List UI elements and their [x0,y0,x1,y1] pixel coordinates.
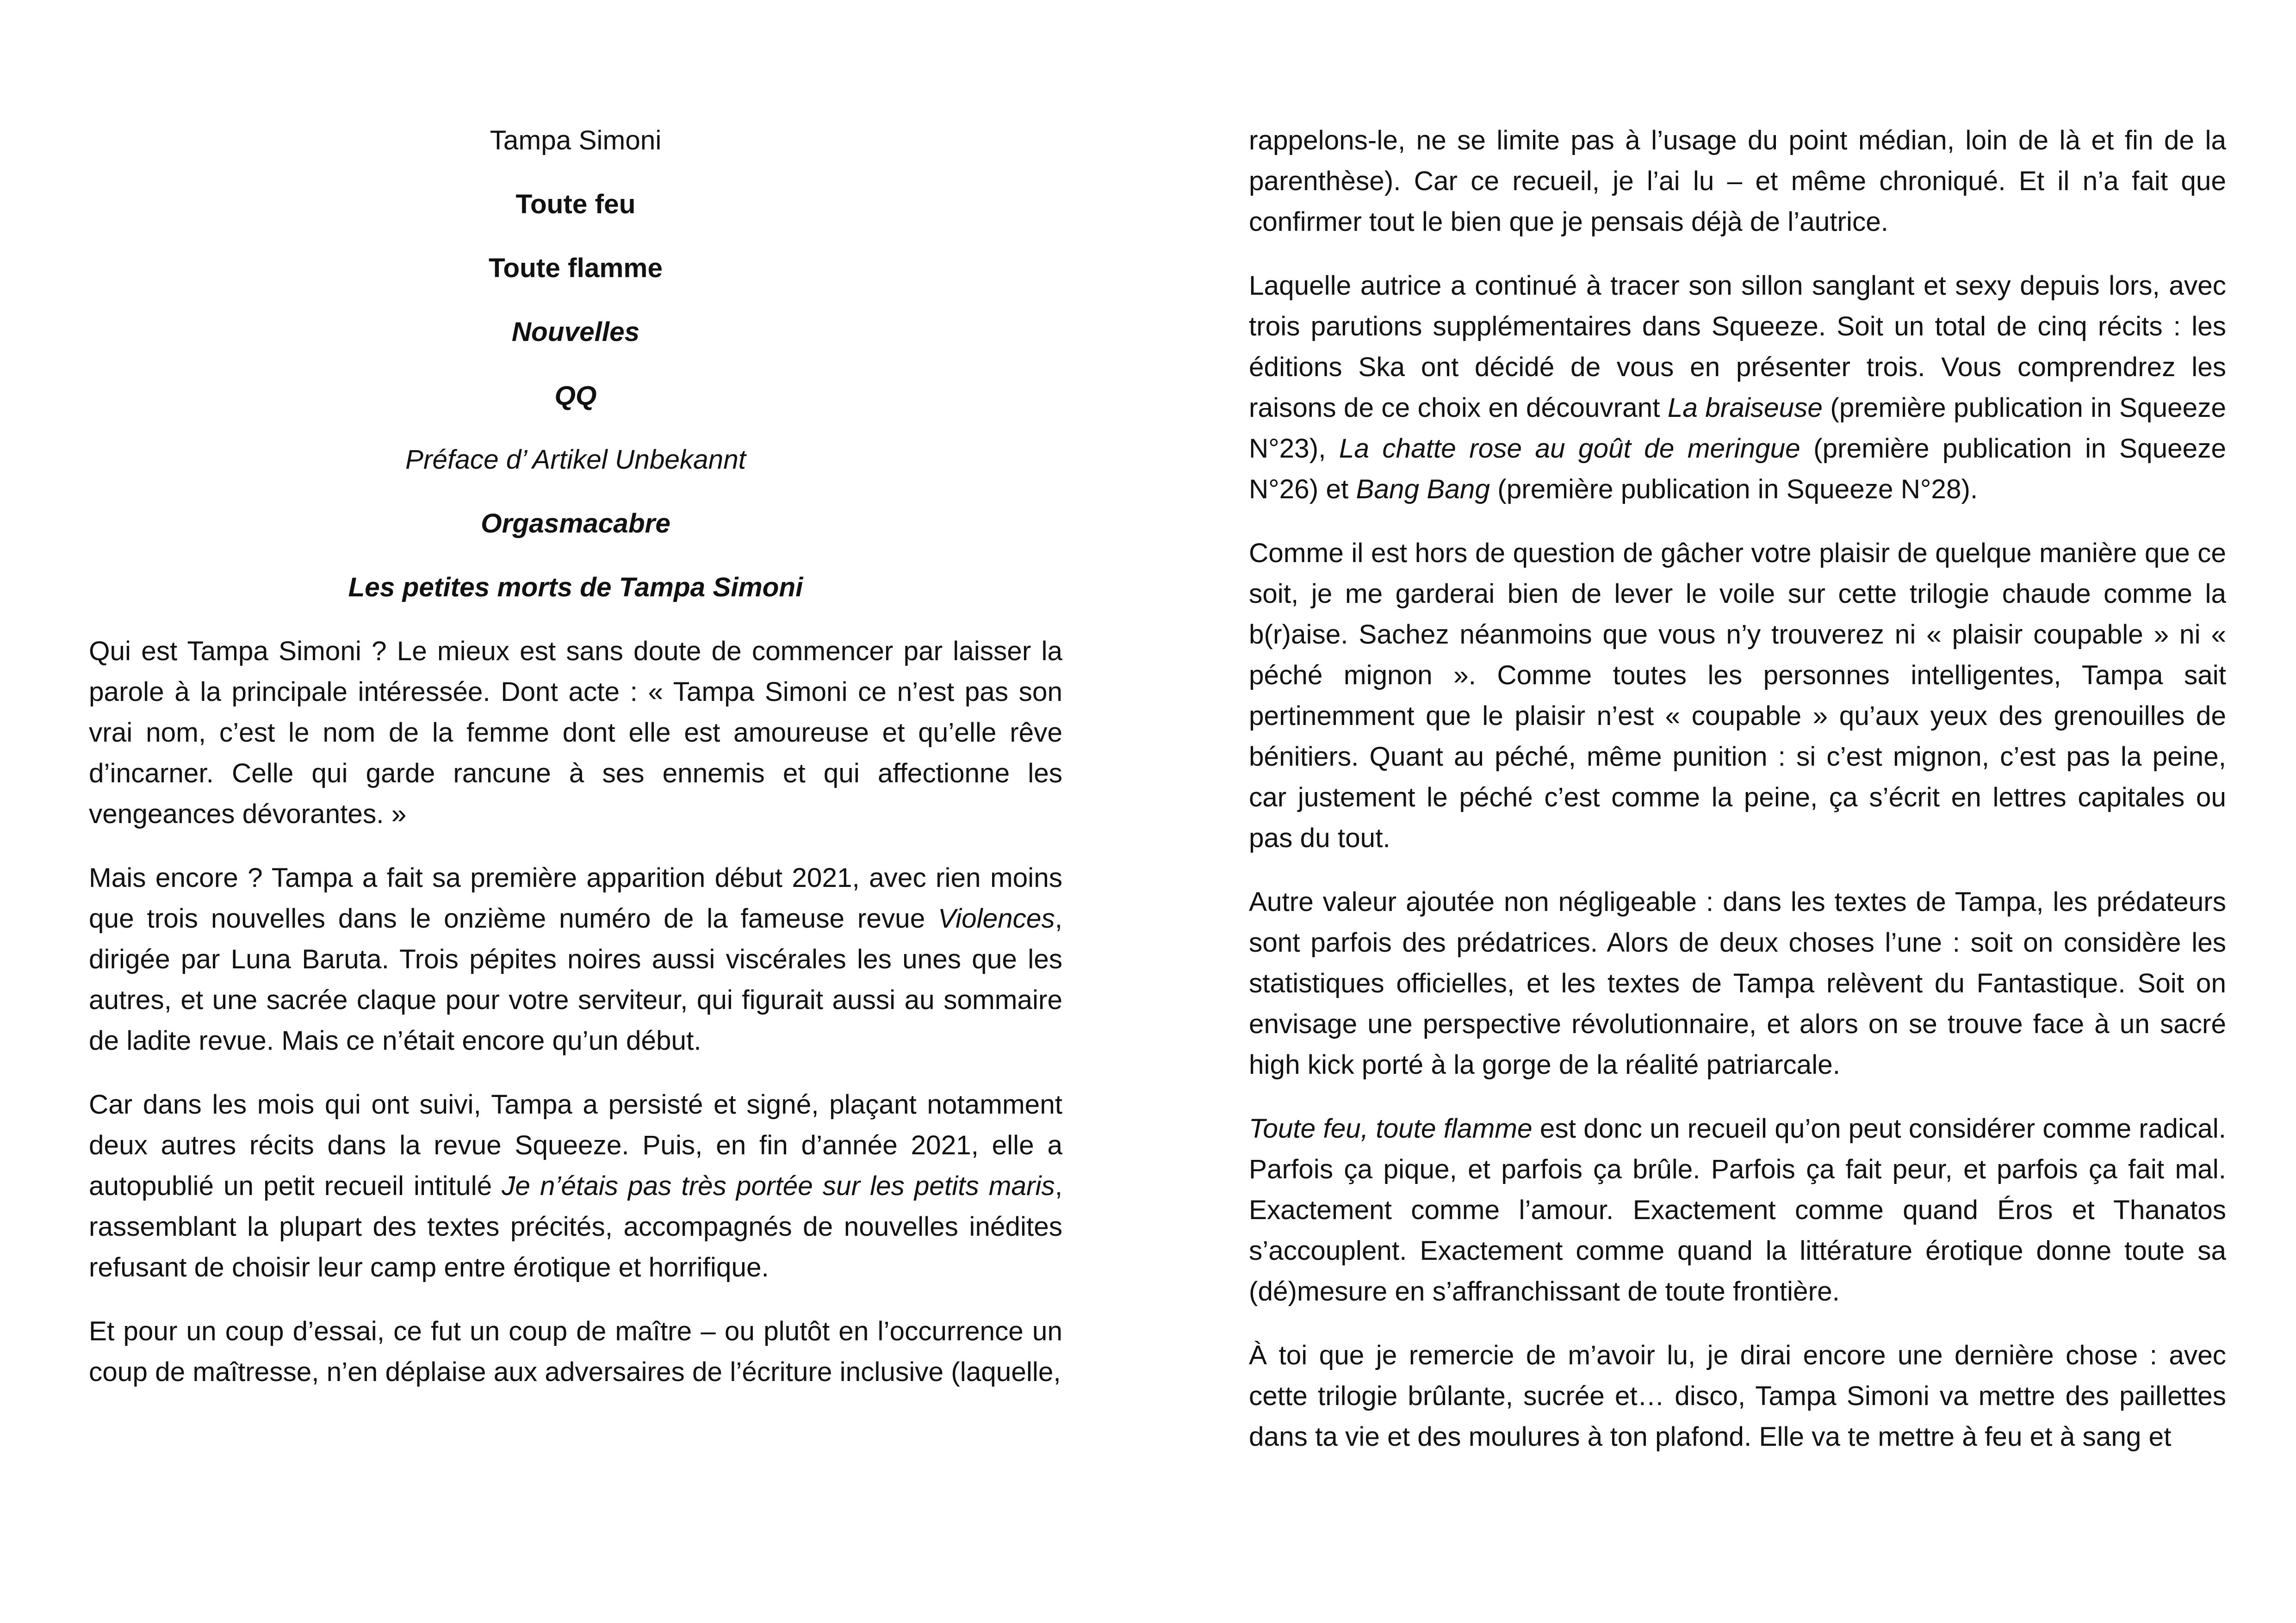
paragraph-text: Et pour un coup d’essai, ce fut un coup de maître – ou plutôt en l’occurrence un coup de maîtresse, n’en déplaise aux adversaires de l’écriture inclusive (laquelle, [89,1316,1062,1387]
paragraph-text: est donc un recueil qu’on peut considérer comme radical. Parfois ça pique, et parfois ça brûle. Parfois ça fait peur, et parfois ça fait mal. Exactement comme l’amour. Exactement comme quand Éros et Thanatos s’accouplent. Exactement comme quand la littérature érotique donne toute sa (dé)mesure en s’affranchissant de toute frontière. [1249,1114,2227,1307]
paragraph-text: Comme il est hors de question de gâcher votre plaisir de quelque manière que ce soit, je me garderai bien de lever le voile sur cette trilogie chaude comme la b(r)aise. Sachez néanmoins que vous n’y trouverez ni « plaisir coupable » ni « péché mignon ». Comme toutes les personnes intelligentes, Tampa sait pertinemment que le plaisir n’est « coupable » qu’aux yeux des grenouilles de bénitiers. Quant au péché, même punition : si c’est mignon, c’est pas la peine, car justement le péché c’est comme la peine, ça s’écrit en lettres capitales ou pas du tout. [1249,538,2226,853]
paragraph-text: Qui est Tampa Simoni ? Le mieux est sans doute de commencer par laisser la parole à la principale intéressée. Dont acte : « Tampa Simoni ce n’est pas son vrai nom, c’est le nom de la femme dont elle est amoureuse et qu’elle rêve d’incarner. Celle qui garde rancune à ses ennemis et qui affectionne les vengeances dévorantes. » [89,636,1062,829]
paragraph [1249,1335,2226,1457]
paragraph-italic-text: Violences [938,904,1055,934]
paragraph-text: Mais encore ? Tampa a fait sa première apparition début 2021, avec rien moins que trois nouvelles dans le onzième numéro de la fameuse revue [89,863,1062,934]
paragraph-text: rappelons-le, ne se limite pas à l’usage du point médian, loin de là et fin de la parenthèse). Car ce recueil, je l’ai lu – et même chroniqué. Et il n’a fait que confirmer tout le bien que je pensais déjà de l’autrice. [1249,125,2226,237]
paragraph-text: , rassemblant la plupart des textes précités, accompagnés de nouvelles inédites refusant de choisir leur camp entre érotique et horrifique. [89,1171,1062,1282]
paragraph [89,631,1062,835]
right-column [1249,120,2226,1481]
paragraph [1249,120,2226,242]
paragraph-italic-text: Bang Bang [1356,474,1490,504]
paragraph-text: (première publication in Squeeze N°26) et [1249,434,2226,504]
left-column [89,120,1062,1416]
paragraph-text: Laquelle autrice a continué à tracer son sillon sanglant et sexy depuis lors, avec trois parutions supplémentaires dans Squeeze. Soit un total de cinq récits : les éditions Ska ont décidé de vous en présenter trois. Vous comprendrez les raisons de ce choix en découvrant [1249,271,2226,423]
genre-label: Nouvelles [511,317,640,347]
paragraph [1249,533,2226,859]
paragraph-italic-text: La chatte rose au goût de meringue [1339,434,1800,464]
collection-label: QQ [554,381,597,411]
paragraph-text: Car dans les mois qui ont suivi, Tampa a persisté et signé, plaçant notamment deux autres récits dans la revue Squeeze. Puis, en fin d’année 2021, elle a autopublié un petit recueil intitulé [89,1090,1062,1201]
preface-heading: Orgasmacabre [481,508,670,539]
paragraph [1249,882,2226,1085]
author-name: Tampa Simoni [490,125,662,155]
paragraph-italic-text: Je n’étais pas très portée sur les petits maris [502,1171,1055,1201]
right-page [1148,0,2296,1623]
title-block [89,120,1062,480]
paragraph [89,1311,1062,1393]
paragraph [1249,1109,2226,1312]
preface-subheading: Les petites morts de Tampa Simoni [348,572,803,602]
paragraph-text: À toi que je remercie de m’avoir lu, je dirai encore une dernière chose : avec cette trilogie brûlante, sucrée et… disco, Tampa Simoni va mettre des paillettes dans ta vie et des moulures à ton plafond. Elle va te mettre à feu et à sang et [1249,1340,2226,1452]
paragraph-italic-text: La braiseuse [1667,393,1823,423]
book-title-line-2: Toute flamme [489,253,663,283]
paragraph-italic-text: Toute feu, toute flamme [1249,1114,1533,1144]
paragraph-text: Autre valeur ajoutée non négligeable : dans les textes de Tampa, les prédateurs sont parfois des prédatrices. Alors de deux choses l’une : soit on considère les statistiques officielles, et les textes de Tampa relèvent du Fantastique. Soit on envisage une perspective révolutionnaire, et alors on se trouve face à un sacré high kick porté à la gorge de la réalité patriarcale. [1249,887,2226,1080]
preface-credit: Préface d’ Artikel Unbekannt [405,445,746,475]
paragraph-text: , dirigée par Luna Baruta. Trois pépites noires aussi viscérales les unes que les autres, et une sacrée claque pour votre serviteur, qui figurait aussi au sommaire de ladite revue. Mais ce n’était encore qu’un début. [89,904,1062,1056]
paragraph [89,858,1062,1061]
paragraph [89,1084,1062,1288]
paragraph-text: (première publication in Squeeze N°28). [1490,474,1978,504]
paragraph-text: (première publication in Squeeze N°23), [1249,393,2226,464]
book-title-line-1: Toute feu [515,189,636,219]
paragraph [1249,266,2226,510]
